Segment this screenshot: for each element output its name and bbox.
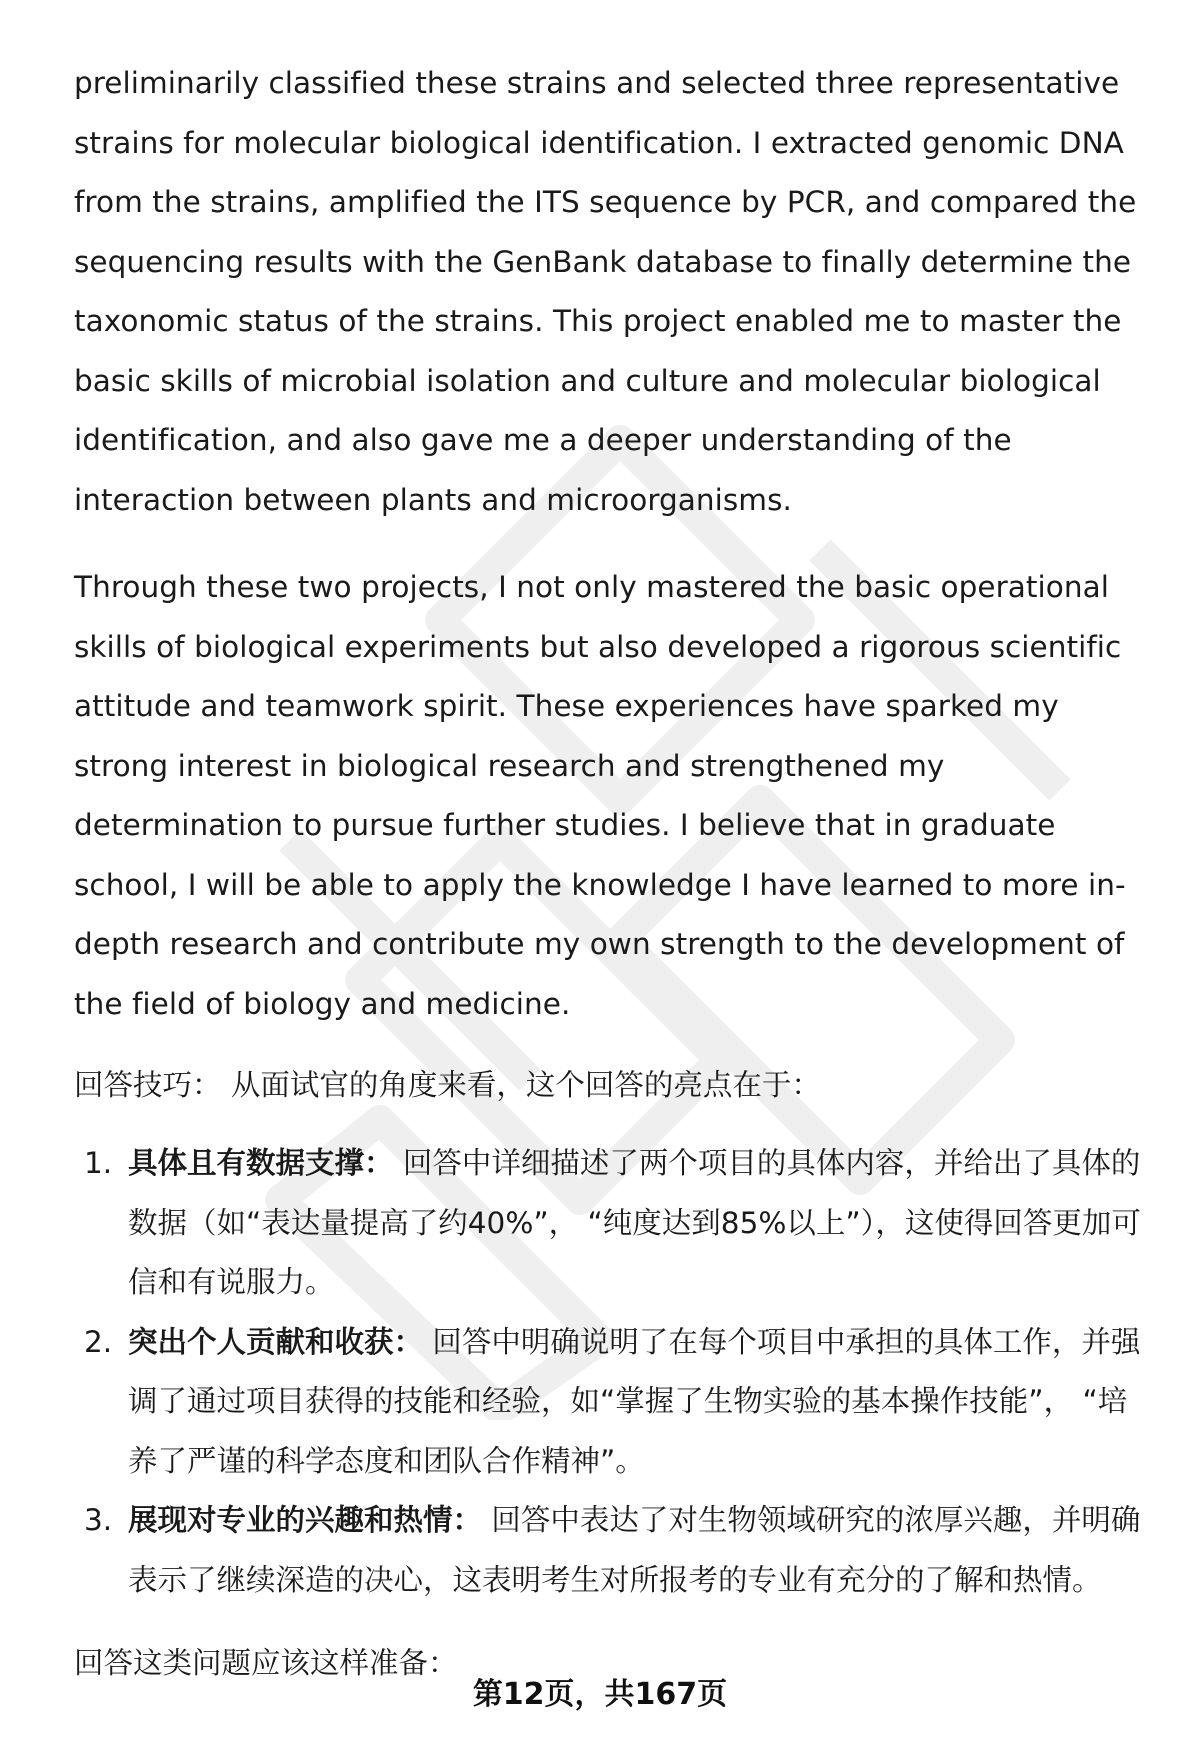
tip-title: 突出个人贡献和收获： [128, 1324, 424, 1359]
prep-heading: 回答这类问题应该这样准备： [74, 1646, 458, 1680]
tip-item [74, 1491, 1154, 1610]
tip-item [74, 1134, 1154, 1313]
tip-number: 1. [84, 1146, 113, 1180]
tip-item [74, 1313, 1154, 1492]
tip-text: 回答中明确说明了在每个项目中承担的具体工作，并强调了通过项目获得的技能和经验，如“掌握了生物实验的基本操作技能”， “培养了严谨的科学态度和团队合作精神”。 [128, 1324, 1141, 1478]
main-content [74, 54, 1154, 1686]
tip-text: 回答中表达了对生物领域研究的浓厚兴趣，并明确表示了继续深造的决心，这表明考生对所报考的专业有充分的了解和热情。 [128, 1503, 1141, 1597]
tip-title: 具体且有数据支撑： [128, 1146, 394, 1180]
body-paragraph-1: preliminarily classified these strains and selected three representative strains for molecular biological identification. I extracted genomic DNA from the strains, amplified the ITS sequence by PCR, and compared the sequencing results with the GenBank database to finally determine the taxonomic status of the strains. This project enabled me to master the basic skills of microbial isolation and culture and molecular biological identification, and also gave me a deeper understanding of the interaction between plants and microorganisms. [74, 66, 1137, 517]
body-paragraph-2: Through these two projects, I not only mastered the basic operational skills of biological experiments but also developed a rigorous scientific attitude and teamwork spirit. These experiences have sparked my strong interest in biological research and strengthened my determination to pursue further studies. I believe that in graduate school, I will be able to apply the knowledge I have learned to more in-depth research and contribute my own strength to the development of the field of biology and medicine. [74, 570, 1126, 1021]
tip-number: 3. [84, 1503, 113, 1537]
tips-list [74, 1134, 1154, 1610]
tip-text: 回答中详细描述了两个项目的具体内容，并给出了具体的数据（如“表达量提高了约40%”， “纯度达到85%以上”），这使得回答更加可信和有说服力。 [128, 1146, 1141, 1299]
tip-number: 2. [84, 1324, 113, 1359]
page-footer: 第12页，共167页 [472, 1677, 728, 1712]
tips-intro: 回答技巧： 从面试官的角度来看，这个回答的亮点在于： [74, 1068, 821, 1102]
tip-title: 展现对专业的兴趣和热情： [128, 1503, 483, 1537]
